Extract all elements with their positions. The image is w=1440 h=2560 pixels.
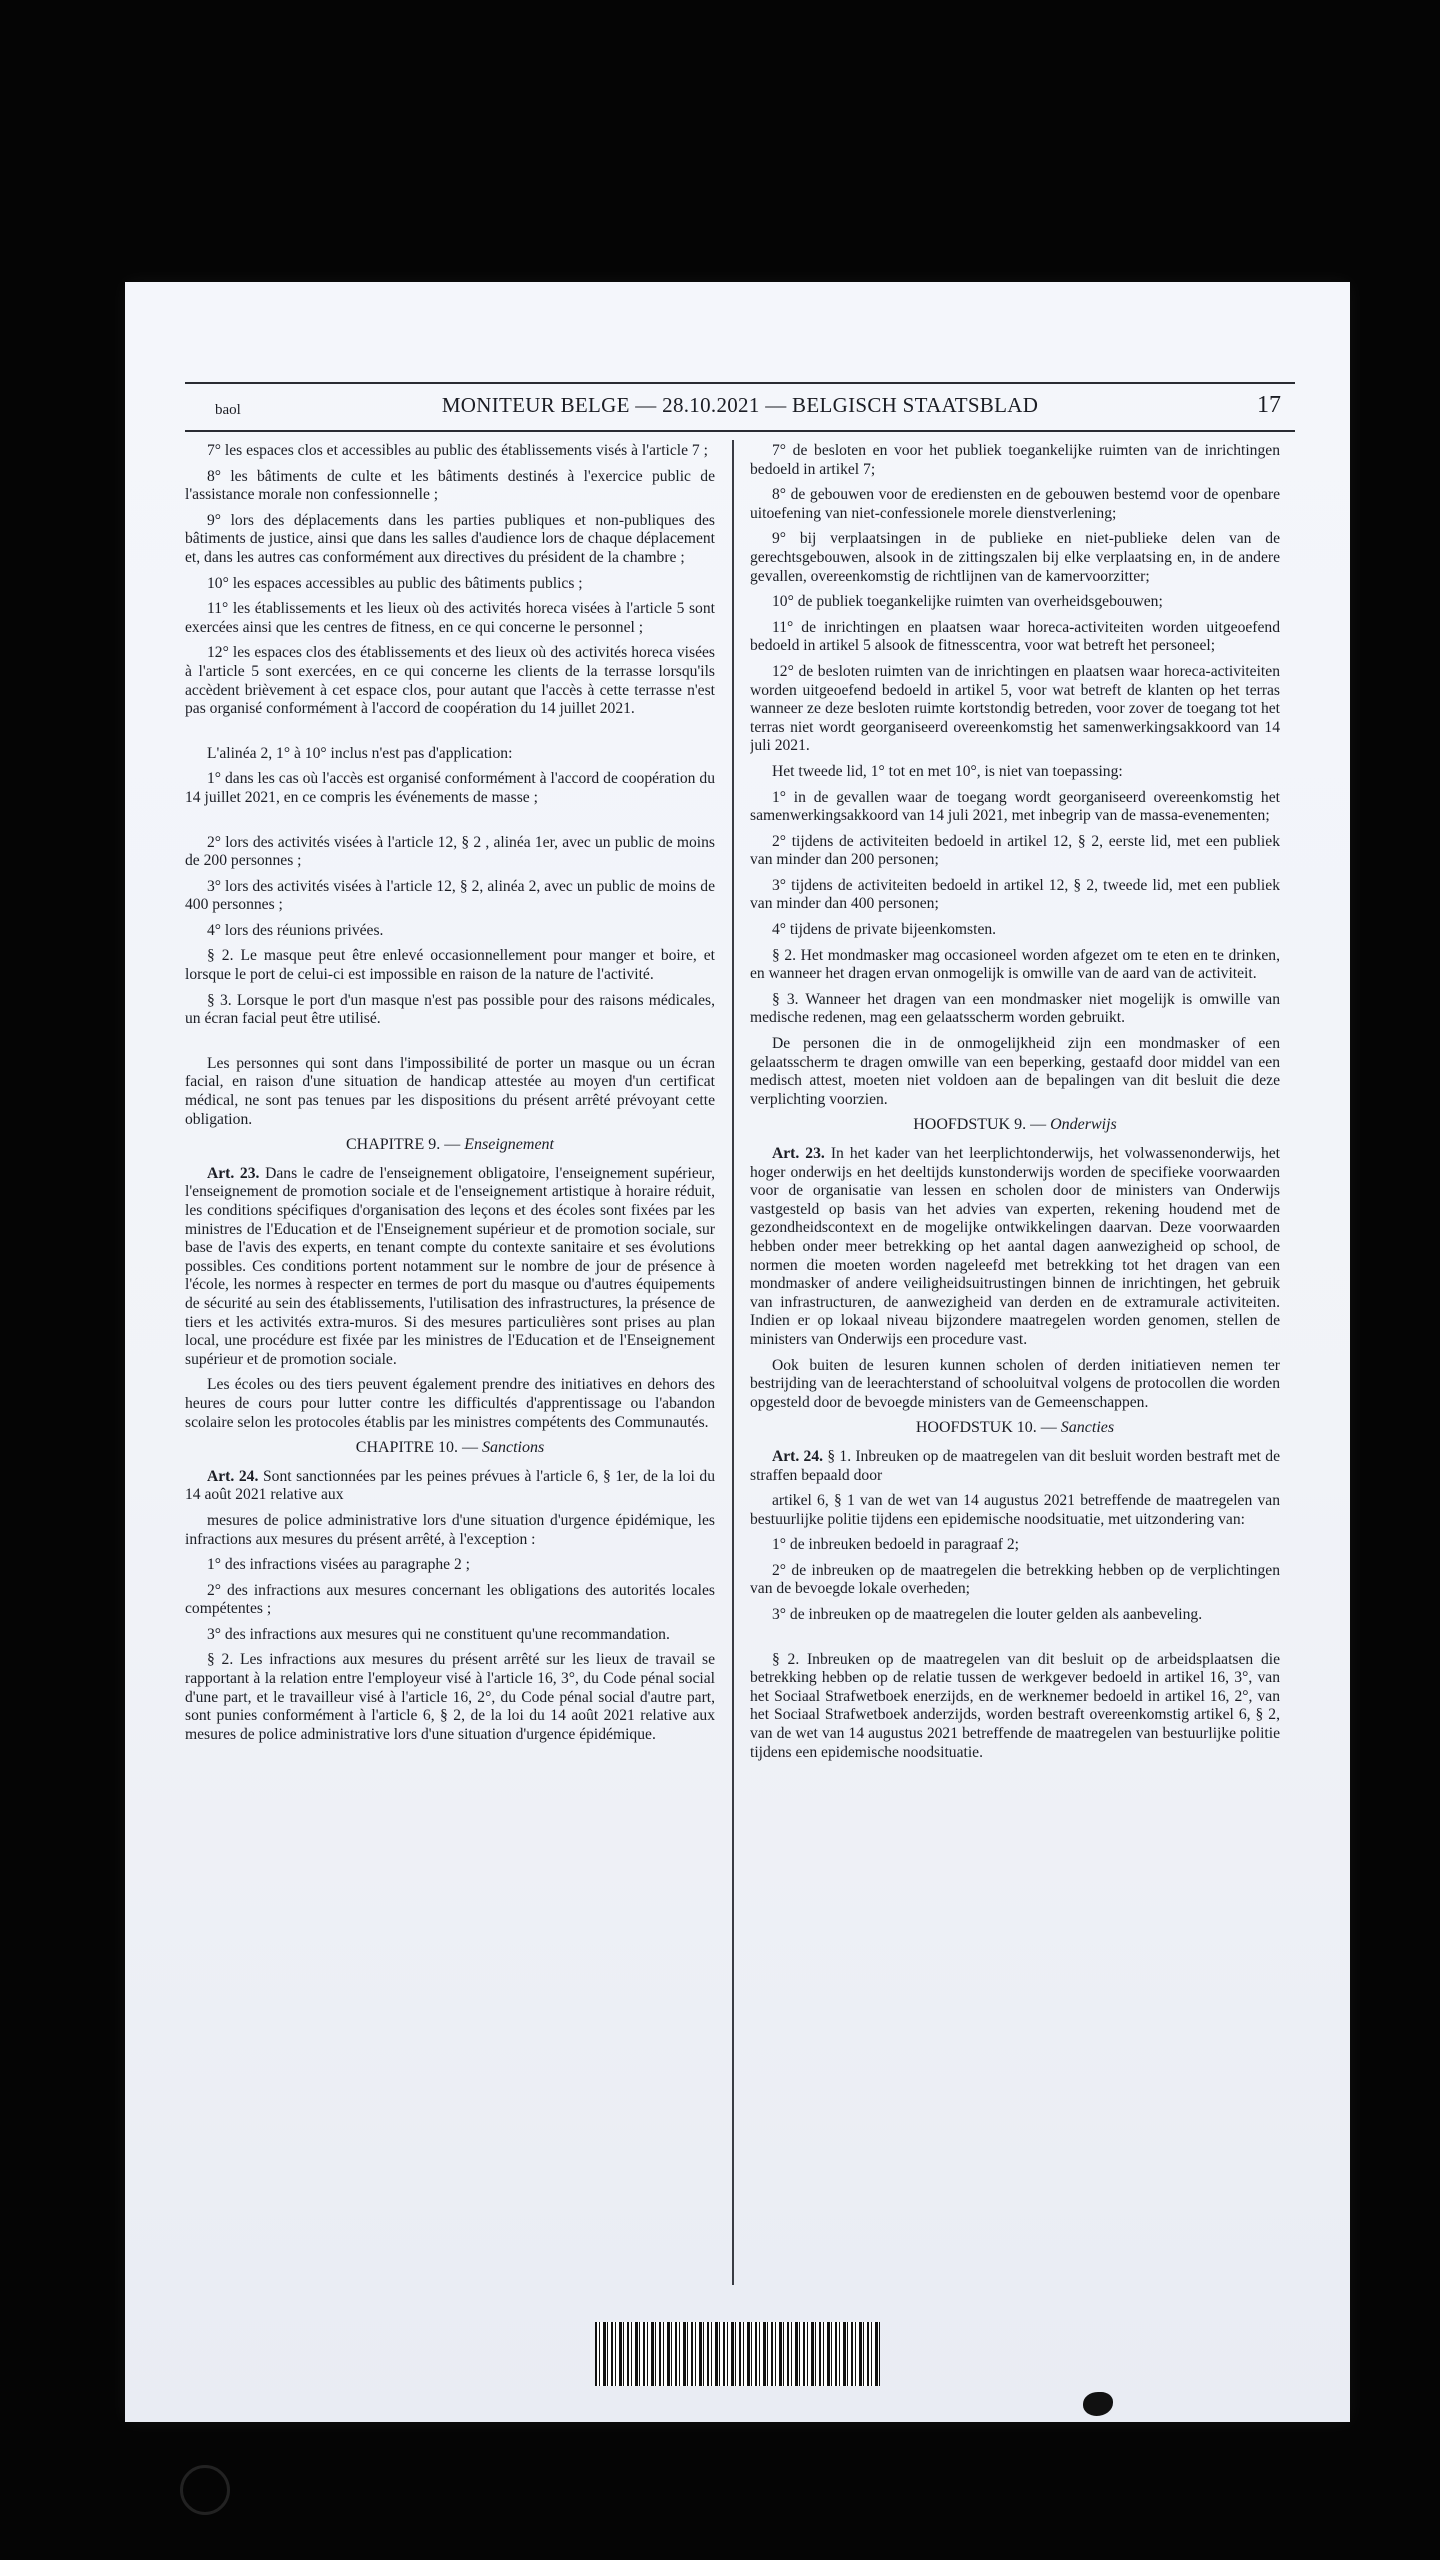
column-divider <box>732 440 734 2285</box>
column-dutch <box>750 442 1280 2282</box>
paragraph: 10° les espaces accessibles au public des bâtiments publics ; <box>207 574 583 592</box>
paragraph: 1° de inbreuken bedoeld in paragraaf 2; <box>772 1536 1019 1554</box>
paragraph: L'alinéa 2, 1° à 10° inclus n'est pas d'application: <box>207 744 513 762</box>
article-text: § 1. Inbreuken op de maatregelen van dit besluit worden bestraft met de straffen bepaald door <box>750 1447 1280 1484</box>
paragraph: Les personnes qui sont dans l'impossibilité de porter un masque ou un écran facial, en raison d'une situation de handicap attestée au moyen d'un certificat médical, ne sont pas tenues par les dispositions du présent arrêté prévoyant cette obligation. <box>185 1054 715 1128</box>
paragraph: Les écoles ou des tiers peuvent également prendre des initiatives en dehors des heures de cours pour lutter contre les difficultés d'apprentissage ou l'abandon scolaire selon les protocoles établis par les ministres compétents des Communautés. <box>185 1376 715 1431</box>
display-screen <box>125 282 1350 2422</box>
article-text: Dans le cadre de l'enseignement obligatoire, l'enseignement supérieur, l'enseignement de promotion sociale et de l'enseignement artistique à horaire réduit, les conditions spécifiques d'organisation des leçons et des écoles sont fixées par les ministres de l'Education et de l'Enseignement supérieur et de promotion sociale, sur base de l'avis des experts, en tenant compte du contexte sanitaire et ses évolutions possibles. Ces conditions portent notamment sur le nombre de jour de présence à l'école, les normes à respecter en termes de port du masque ou d'autres équipements de sécurité au sein des établissements, l'utilisation des infrastructures, la présence de tiers et les activités extra-muros. Si des mesures particulières sont prises au plan local, une procédure est fixée par les ministres de l'Education et de l'Enseignement supérieur et de promotion sociale. <box>185 1164 715 1368</box>
bezel-logo-icon <box>180 2465 230 2515</box>
barcode <box>595 2322 880 2386</box>
paragraph: 9° lors des déplacements dans les parties publiques et non-publiques des bâtiments de justice, ainsi que dans les salles d'audience lors de chaque déplacement et, dans les autres cas conformément aux directives du président de la chambre ; <box>185 511 715 566</box>
article-number: Art. 24. <box>207 1467 259 1485</box>
paragraph: 4° tijdens de private bijeenkomsten. <box>772 921 997 939</box>
page-number: 17 <box>1257 392 1281 418</box>
paragraph: § 2. Le masque peut être enlevé occasionnellement pour manger et boire, et lorsque le port de celui-ci est impossible en raison de la nature de l'activité. <box>185 947 715 984</box>
article-number: Art. 23. <box>207 1164 260 1182</box>
article-number: Art. 24. <box>772 1447 824 1465</box>
paragraph: § 2. Les infractions aux mesures du présent arrêté sur les lieux de travail se rapportant à la relation entre l'employeur visé à l'article 16, 3°, du Code pénal social d'une part, et le travailleur visé à l'article 16, 2°, du Code pénal social d'autre part, sont punies conformément à l'article 6, § 2, de la loi du 14 août 2021 relative aux mesures de police administrative lors d'une situation d'urgence épidémique. <box>185 1651 715 1743</box>
paragraph: 1° in de gevallen waar de toegang wordt georganiseerd overeenkomstig het samenwerkingsakkoord van 14 juli 2021, met inbegrip van de massa-evenementen; <box>750 788 1280 825</box>
paragraph: 3° tijdens de activiteiten bedoeld in artikel 12, § 2, tweede lid, met een publiek van minder dan 400 personen; <box>750 876 1280 913</box>
page-header <box>185 382 1295 432</box>
chapter-heading <box>750 1419 1280 1438</box>
article-paragraph <box>185 1468 715 1505</box>
paragraph: 12° les espaces clos des établissements et des lieux où des activités horeca visées à l'article 5 sont exercées, en ce qui concerne les clients de la terrasse lorsqu'ils accèdent brièvement à cet espace clos, pour autant que l'accès à cette terrasse n'est pas organisé conformément à l'accord de coopération du 14 juillet 2021. <box>185 644 715 718</box>
paragraph: 11° de inrichtingen en plaatsen waar horeca-activiteiten worden uitgeoefend bedoeld in artikel 5 alsook de fitnesscentra, voor wat betreft het personeel; <box>750 618 1280 655</box>
paragraph: 2° lors des activités visées à l'article 12, § 2 , alinéa 1er, avec un public de moins de 200 personnes ; <box>185 833 715 870</box>
paragraph: § 2. Het mondmasker mag occasioneel worden afgezet om te eten en te drinken, en wanneer het dragen ervan onmogelijk is omwille van de aard van de activiteit. <box>750 946 1280 983</box>
paragraph: 7° de besloten en voor het publiek toegankelijke ruimten van de inrichtingen bedoeld in artikel 7; <box>750 442 1280 478</box>
paragraph: § 2. Inbreuken op de maatregelen van dit besluit op de arbeidsplaatsen die betrekking hebben op de relatie tussen de werkgever bedoeld in artikel 16, 3°, van het Sociaal Strafwetboek enerzijds, en de werknemer bedoeld in artikel 16, 2°, van het Sociaal Strafwetboek anderzijds, worden bestraft overeenkomstig artikel 6, § 2, van de wet van 14 augustus 2021 betreffende de maatregelen van bestuurlijke politie tijdens een epidemische noodsituatie. <box>750 1650 1280 1761</box>
chapter-number: HOOFDSTUK 9. — <box>913 1116 1051 1134</box>
paragraph: 10° de publiek toegankelijke ruimten van overheidsgebouwen; <box>772 593 1163 611</box>
paragraph: 12° de besloten ruimten van de inrichtingen en plaatsen waar horeca-activiteiten worden uitgeoefend bedoeld in artikel 5, voor wat betreft de klanten op het terras wanneer ze deze besloten ruimte kortstondig betreden, voor zover de toegang tot het terras niet wordt georganiseerd overeenkomstig het samenwerkingsakkoord van 14 juli 2021. <box>750 662 1280 755</box>
chapter-title: Enseignement <box>464 1136 554 1154</box>
paragraph: 2° tijdens de activiteiten bedoeld in artikel 12, § 2, eerste lid, met een publiek van minder dan 200 personen; <box>750 832 1280 869</box>
chapter-title: Onderwijs <box>1050 1116 1117 1134</box>
chapter-title: Sanctions <box>482 1439 545 1457</box>
paragraph: 8° les bâtiments de culte et les bâtiments destinés à l'exercice public de l'assistance morale non confessionnelle ; <box>185 467 715 504</box>
header-code: baol <box>215 402 241 418</box>
paragraph: De personen die in de onmogelijkheid zijn een mondmasker of een gelaatsscherm te dragen omwille van een beperking, gestaafd door middel van een medisch attest, moeten niet voldoen aan de bepalingen van dit besluit die deze verplichting voorzien. <box>750 1035 1280 1108</box>
paragraph: Ook buiten de lesuren kunnen scholen of derden initiatieven nemen ter bestrijding van de leerachterstand of schooluitval volgens de protocollen die worden opgesteld door de bevoegde ministers van de Gemeenschappen. <box>750 1356 1280 1411</box>
column-french <box>185 442 715 2282</box>
article-paragraph <box>185 1165 715 1370</box>
paragraph: 7° les espaces clos et accessibles au public des établissements visés à l'article 7 ; <box>207 442 708 459</box>
paragraph: 4° lors des réunions privées. <box>207 921 384 939</box>
paragraph: mesures de police administrative lors d'une situation d'urgence épidémique, les infractions aux mesures du présent arrêté, à l'exception : <box>185 1511 715 1548</box>
paragraph: 1° dans les cas où l'accès est organisé conformément à l'accord de coopération du 14 juillet 2021, en ce compris les événements de masse ; <box>185 770 715 806</box>
paragraph: § 3. Lorsque le port d'un masque n'est pas possible pour des raisons médicales, un écran facial peut être utilisé. <box>185 991 715 1028</box>
chapter-heading <box>185 1136 715 1155</box>
screen-smudge <box>1083 2392 1113 2416</box>
article-number: Art. 23. <box>772 1145 825 1162</box>
gazette-page <box>185 382 1295 2402</box>
article-paragraph <box>750 1145 1280 1350</box>
paragraph: Het tweede lid, 1° tot en met 10°, is niet van toepassing: <box>772 762 1123 780</box>
chapter-title: Sancties <box>1060 1419 1115 1437</box>
header-title: MONITEUR BELGE — 28.10.2021 — BELGISCH STAATSBLAD <box>441 393 1039 417</box>
chapter-number: CHAPITRE 9. — <box>346 1136 465 1154</box>
paragraph: artikel 6, § 1 van de wet van 14 augustus 2021 betreffende de maatregelen van bestuurlijke politie tijdens een epidemische noodsituatie, met uitzondering van: <box>750 1492 1280 1528</box>
chapter-heading <box>750 1116 1280 1135</box>
article-paragraph <box>750 1448 1280 1485</box>
chapter-number: CHAPITRE 10. — <box>355 1439 482 1457</box>
paragraph: 2° de inbreuken op de maatregelen die betrekking hebben op de verplichtingen van de bevoegde lokale overheden; <box>750 1561 1280 1598</box>
paragraph: 9° bij verplaatsingen in de publieke en niet-publieke delen van de gerechtsgebouwen, alsook in de zittingszalen bij elke verplaatsing en, in de andere gevallen, overeenkomstig de richtlijnen van de kamervoorzitter; <box>750 530 1280 585</box>
paragraph: 2° des infractions aux mesures concernant les obligations des autorités locales compétentes ; <box>185 1581 715 1618</box>
paragraph: 3° lors des activités visées à l'article 12, § 2, alinéa 2, avec un public de moins de 400 personnes ; <box>185 877 715 914</box>
paragraph: 3° de inbreuken op de maatregelen die louter gelden als aanbeveling. <box>772 1606 1203 1624</box>
article-text: In het kader van het leerplichtonderwijs, het volwassenonderwijs, het hoger onderwijs en het deeltijds kunstonderwijs worden de specifieke voorwaarden voor de organisatie van lessen en scholen door de ministers van Onderwijs vastgesteld op basis van het advies van experten, rekening houdend met de gezondheidscontext en de mogelijke ontwikkelingen daarvan. Deze voorwaarden hebben onder meer betrekking op het aantal dagen aanwezigheid op school, de normen die moeten worden nageleefd met betrekking tot het dragen van een mondmasker of andere veiligheidsuitrustingen binnen de inrichtingen, het gebruik van infrastructuren, de aanwezigheid van derden en de extramurale activiteiten. Indien er op lokaal niveau bijzondere maatregelen worden genomen, stellen de ministers van Onderwijs een procedure vast. <box>750 1145 1280 1348</box>
paragraph: 8° de gebouwen voor de erediensten en de gebouwen bestemd voor de openbare uitoefening van niet-confessionele morele dienstverlening; <box>750 486 1280 522</box>
paragraph: 3° des infractions aux mesures qui ne constituent qu'une recommandation. <box>207 1625 670 1643</box>
chapter-number: HOOFDSTUK 10. — <box>915 1419 1061 1437</box>
article-text: Sont sanctionnées par les peines prévues à l'article 6, § 1er, de la loi du 14 août 2021 relative aux <box>185 1467 715 1504</box>
paragraph: 1° des infractions visées au paragraphe 2 ; <box>207 1556 471 1574</box>
paragraph: § 3. Wanneer het dragen van een mondmasker niet mogelijk is omwille van medische redenen, mag een gelaatsscherm worden gebruikt. <box>750 990 1280 1027</box>
paragraph: 11° les établissements et les lieux où des activités horeca visées à l'article 5 sont exercées ainsi que les centres de fitness, en ce qui concerne le personnel ; <box>185 600 715 636</box>
chapter-heading <box>185 1439 715 1458</box>
